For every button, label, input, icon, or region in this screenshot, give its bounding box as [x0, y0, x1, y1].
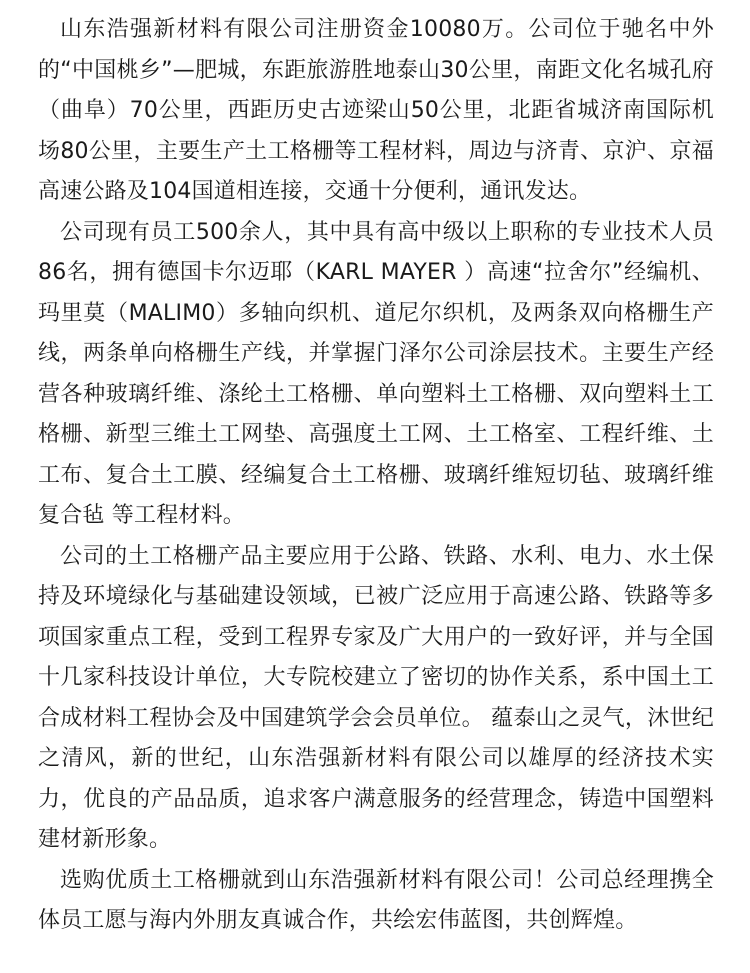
company-intro-article	[38, 10, 714, 942]
paragraph-call-to-action: 选购优质土工格栅就到山东浩强新材料有限公司！公司总经理携全体员工愿与海内外朋友真诚合作，共绘宏伟蓝图，共创辉煌。	[38, 867, 714, 933]
paragraph-applications-reputation: 公司的土工格栅产品主要应用于公路、铁路、水利、电力、水土保持及环境绿化与基础建设领域，已被广泛应用于高速公路、铁路等多项国家重点工程，受到工程界专家及广大用户的一致好评，并与全国十几家科技设计单位，大专院校建立了密切的协作关系，系中国土工合成材料工程协会及中国建筑学会会员单位。 蕴泰山之灵气，沐世纪之清风，新的世纪，山东浩强新材料有限公司以雄厚的经济技术实力，优良的产品品质，追求客户满意服务的经营理念，铸造中国塑料建材新形象。	[38, 543, 714, 852]
paragraph-staff-equipment-products: 公司现有员工500余人，其中具有高中级以上职称的专业技术人员86名，拥有德国卡尔迈耶（KARL MAYER ）高速“拉舍尔”经编机、玛里莫（MALIM0）多轴向织机、道尼尔织机，及两条双向格栅生产线，两条单向格栅生产线，并掌握门泽尔公司涂层技术。主要生产经营各种玻璃纤维、涤纶土工格栅、单向塑料土工格栅、双向塑料土工格栅、新型三维土工网垫、高强度土工网、土工格室、工程纤维、土工布、复合土工膜、经编复合土工格栅、玻璃纤维短切毡、玻璃纤维复合毡 等工程材料。	[38, 219, 714, 528]
paragraph-company-location: 山东浩强新材料有限公司注册资金10080万。公司位于驰名中外的“中国桃乡”—肥城，东距旅游胜地泰山30公里，南距文化名城孔府（曲阜）70公里，西距历史古迹梁山50公里，北距省城济南国际机场80公里，主要生产土工格栅等工程材料，周边与济青、京沪、京福高速公路及104国道相连接，交通十分便利，通讯发达。	[38, 17, 714, 204]
